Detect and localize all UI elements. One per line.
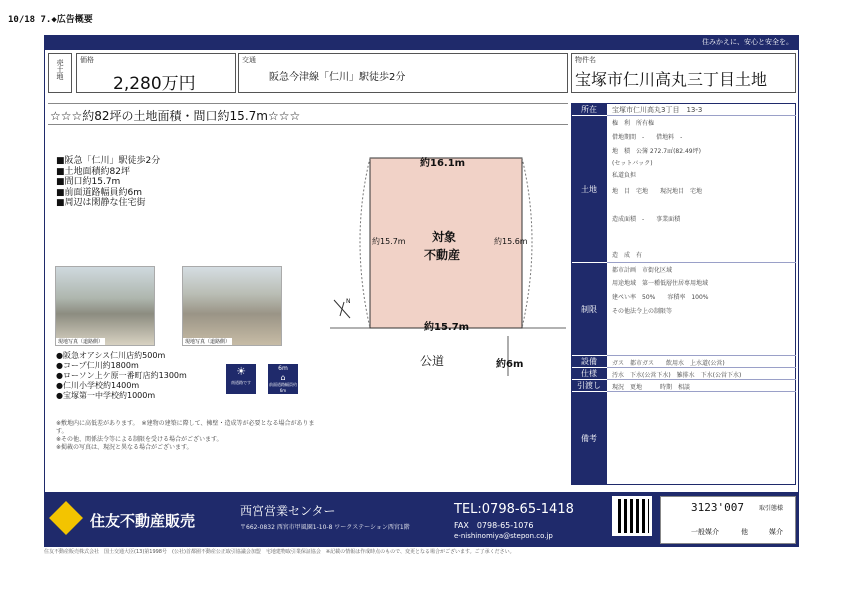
top-slogan-bar [44,35,799,50]
plot-curve-left [360,158,370,328]
delivery-row: 現況 更地 時期 相談 [612,384,691,391]
price-label: 価格 [80,56,94,64]
publisher2: 他 [741,528,748,536]
type-cell [48,53,72,93]
property-name-label: 物件名 [575,56,596,64]
price-cell [76,53,236,93]
restriction-label: 制限 [571,263,607,355]
amenity-item: ●ローソン上ケ原一番町店約1300m [56,371,187,380]
feature-item: ■周辺は閑静な住宅街 [56,198,146,208]
qr-code[interactable] [612,496,652,536]
company-address: 〒662-0832 西宮市甲風園1-10-8 ワークステーション西宮1階 [240,524,410,531]
id-box [660,496,796,544]
plot-right-label: 約15.6m [494,237,528,246]
feature-list [56,156,246,209]
feature-item: ■土地面積約82坪 [56,166,130,177]
land-row: 権 利 所有権 [612,120,655,127]
company-email: e-nishinomiya@stepon.co.jp [454,532,553,540]
site-photo-caption: 現地写真（道路側） [185,339,231,345]
delivery-label: 引渡し [571,380,607,391]
property-type: 売土地 [56,59,64,80]
south-road-badge [226,364,256,394]
site-photo-1 [55,266,155,346]
plot-bottom-label: 約15.7m [424,322,470,333]
branch-name: 西宮営業センター [240,504,336,518]
plot-top-label: 約16.1m [420,158,466,169]
table-divider [607,391,796,392]
spec-row: 汚水 下水(公営下水) 雑排水 下水(公営下水) [612,372,742,379]
site-photo-caption: 現地写真（道路側） [58,339,104,345]
land-row: 造 成 有 [612,252,643,259]
amenity-item: ●宝塚第一中学校約1000m [56,391,156,400]
feature-item: ■前面道路幅員約6m [56,187,142,198]
site-photo-2 [182,266,282,346]
restriction-row: その他法令上の制限等 [612,308,673,315]
table-divider [607,262,796,263]
house-icon: ⌂ [280,373,286,382]
plot-center-line2: 不動産 [424,248,461,262]
table-divider [607,367,796,368]
notes-text: ※敷地内に高低差があります。 ※建物の建築に際して、擁壁・造成等が必要となる場合があります。 ※その他、関係法令等による制限を受ける場合がございます。 ※掲載の写真は、現況と異なる場合がございます。 [56,420,315,451]
badge-label: 南道路です [231,380,251,385]
location-value: 宝塚市仁川高丸3丁目 13-3 [612,106,703,114]
access-value: 阪急今津線「仁川」駅徒歩2分 [269,72,406,83]
property-id: 3123'007 [691,501,744,514]
transaction-label: 一般媒介 [691,528,719,536]
land-label: 土地 [571,116,607,262]
facility-label: 設備 [571,356,607,367]
property-name-cell [571,53,796,93]
publisher: 媒介 [769,528,783,536]
amenity-item: ●コープ仁川約1800m [56,361,139,370]
location-label: 所在 [571,103,607,115]
company-logo-icon [49,501,83,535]
feature-item: ■間口約15.7m [56,177,121,187]
road-width-badge [268,364,298,394]
facility-row: ガス 都市ガス 飲用水 上水道(公営) [612,360,725,367]
company-name: 住友不動産販売 [90,512,196,530]
table-divider [607,355,796,356]
amenity-item: ●阪急オアシス仁川店約500m [56,351,166,360]
land-row: 借地期間 - 借地料 - [612,134,683,141]
plot-left-label: 約15.7m [372,237,406,246]
slogan: 住みかえに、安心と安全を。 [702,38,793,46]
land-row: 地 目 宅地 現況地目 宅地 [612,188,703,195]
amenity-item: ●仁川小学校約1400m [56,381,140,390]
catchcopy-box [48,103,568,125]
restriction-row: 建ぺい率 50% 容積率 100% [612,294,709,301]
road-width-label: 約6m [496,359,524,370]
restriction-row: 用途地域 第一種低層住居専用地域 [612,280,709,287]
land-row: (セットバック) [612,160,653,167]
property-name-value: 宝塚市仁川高丸三丁目土地 [575,70,768,89]
catchcopy: ☆☆☆約82坪の土地面積・間口約15.7m☆☆☆ [50,109,301,123]
restriction-row: 都市計画 市街化区域 [612,267,673,274]
north-label: N [346,298,351,305]
access-cell [238,53,568,93]
badge-value: 6m [278,365,288,372]
sun-icon: ☀ [236,365,246,378]
land-row: 造成面積 - 事業面積 [612,216,681,223]
plot-center-line1: 対象 [432,230,457,244]
table-divider [607,115,796,116]
company-tel: TEL:0798-65-1418 [454,502,574,517]
feature-item: ■阪急「仁川」駅徒歩2分 [56,156,161,166]
access-label: 交通 [242,56,256,64]
price-value: 2,280万円 [113,74,196,94]
footnote: 住友不動産販売株式会社 国土交通大臣(13)第1998号 (公社)首都圏不動産公正取引協議会加盟 宅地建物取引業保証協会 ※記載の情報は作成時点のもので、変更となる場合がございます。ご了承ください。 [44,549,515,555]
remarks-label: 備考 [571,392,607,485]
land-row: 地 積 公簿 272.7㎡(82.49坪) [612,148,701,155]
spec-label: 仕様 [571,368,607,379]
id-suffix: 取引態様 [759,505,784,512]
table-divider [607,379,796,380]
company-fax: FAX 0798-65-1076 [454,521,534,530]
land-row: 私道負担 [612,172,637,179]
page-top-label: 10/18 7.◆広告概要 [8,15,93,25]
badge-label: 前面道路幅員約6m [269,382,297,393]
road-label: 公道 [420,354,445,368]
